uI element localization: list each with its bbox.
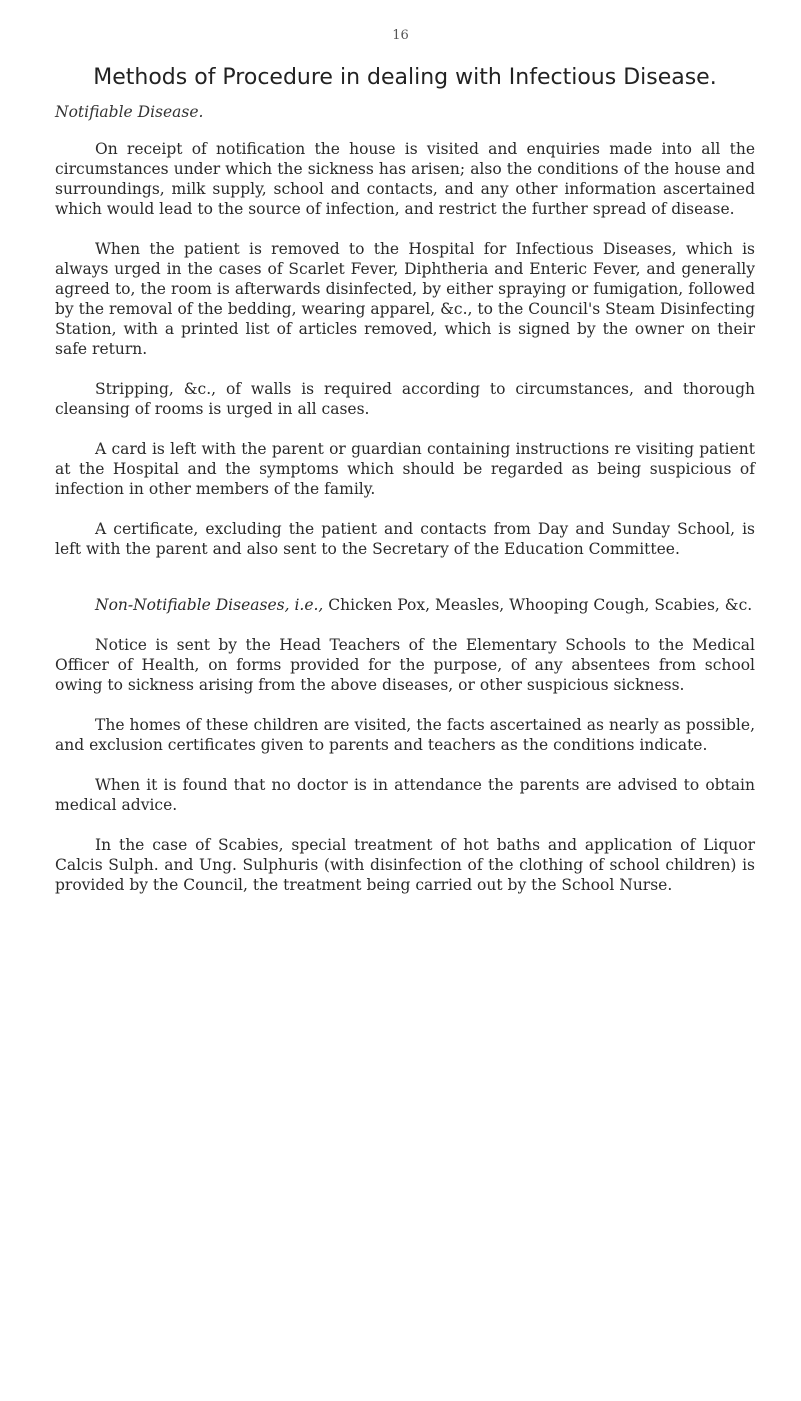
non-notifiable-heading <box>55 595 755 615</box>
paragraph-certificate: A certificate, excluding the patient and contacts from Day and Sunday School, is left with the parent and also sent to the Secretary of the Education Committee. <box>55 520 755 558</box>
paragraph-stripping: Stripping, &c., of walls is required according to circumstances, and thorough cleansing of rooms is urged in all cases. <box>55 380 755 418</box>
non-notifiable-list: Chicken Pox, Measles, Whooping Cough, Scabies, &c. <box>323 596 753 614</box>
paragraph-head-teachers: Notice is sent by the Head Teachers of the Elementary Schools to the Medical Officer of Health, on forms provided for the purpose, of any absentees from school owing to sickness arising from the above diseases, or other suspicious sickness. <box>55 636 755 694</box>
document-title: Methods of Procedure in dealing with Infectious Disease. <box>93 65 717 90</box>
page-content <box>55 62 755 915</box>
paragraph-notification: On receipt of notification the house is visited and enquiries made into all the circumstances under which the sickness has arisen; also the conditions of the house and surroundings, milk supply, school and contacts, and any other information ascertained which would lead to the source of infection, and restrict the further spread of disease. <box>55 140 755 218</box>
page-number: 16 <box>392 28 409 43</box>
paragraph-no-doctor: When it is found that no doctor is in attendance the parents are advised to obtain medical advice. <box>55 776 755 814</box>
paragraph-hospital-removal: When the patient is removed to the Hospital for Infectious Diseases, which is always urged in the cases of Scarlet Fever, Diphtheria and Enteric Fever, and generally agreed to, the room is afterwards disinfected, by either spraying or fumigation, followed by the removal of the bedding, wearing apparel, &c., to the Council's Steam Disinfecting Station, with a printed list of articles removed, which is signed by the owner on their safe return. <box>55 240 755 358</box>
paragraph-scabies: In the case of Scabies, special treatment of hot baths and application of Liquor Calcis Sulph. and Ung. Sulphuris (with disinfection of the clothing of school children) is provided by the Council, the treatment being carried out by the School Nurse. <box>55 836 755 894</box>
non-notifiable-label: Non-Notifiable Diseases, i.e., <box>95 596 324 614</box>
notifiable-disease-heading: Notifiable Disease. <box>55 103 204 121</box>
paragraph-card: A card is left with the parent or guardian containing instructions re visiting patient at the Hospital and the symptoms which should be regarded as being suspicious of infection in other members of the family. <box>55 440 755 498</box>
paragraph-homes-visited: The homes of these children are visited, the facts ascertained as nearly as possible, and exclusion certificates given to parents and teachers as the conditions indicate. <box>55 716 755 754</box>
